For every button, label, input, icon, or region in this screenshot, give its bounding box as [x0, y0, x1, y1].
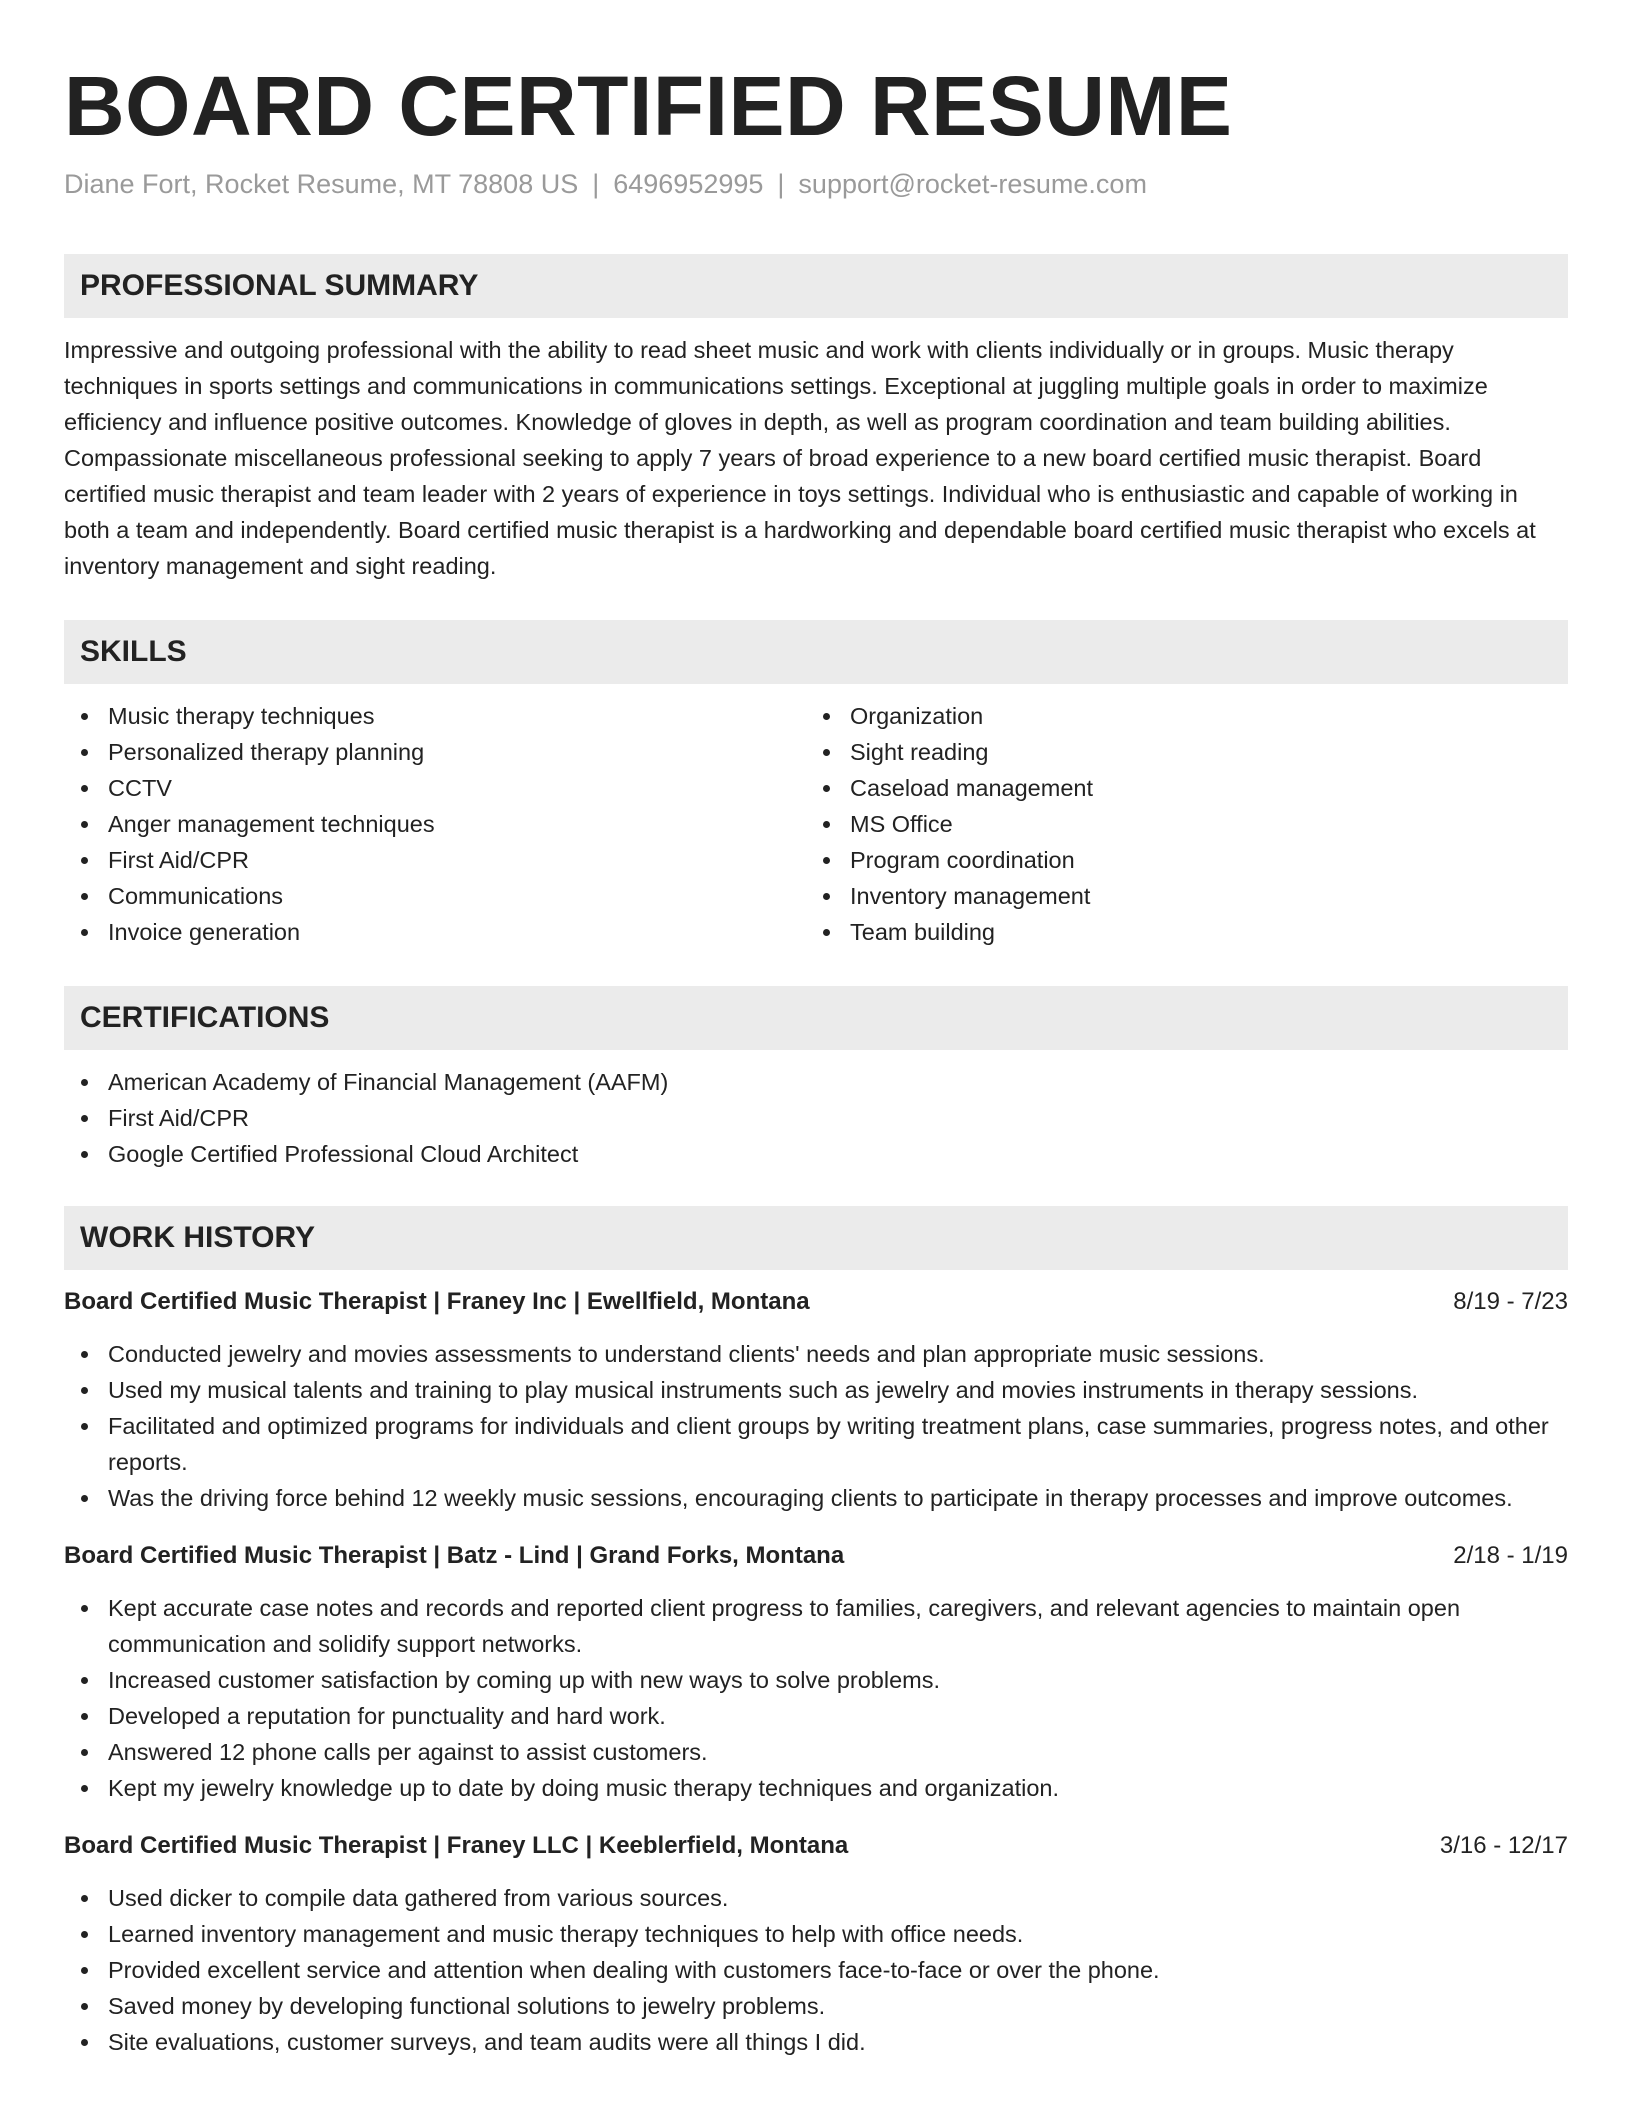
skill-item: Personalized therapy planning: [64, 734, 806, 770]
certifications-section: [64, 986, 1568, 1172]
skill-item: Inventory management: [806, 878, 1548, 914]
job-bullets: [64, 1336, 1568, 1516]
job-bullet: Facilitated and optimized programs for individuals and client groups by writing treatment plans, case summaries, progress notes, and other reports.: [64, 1408, 1568, 1480]
summary-heading: PROFESSIONAL SUMMARY: [64, 254, 1568, 318]
certification-item: American Academy of Financial Management (AAFM): [64, 1064, 1568, 1100]
skills-columns: [64, 684, 1568, 950]
certification-item: First Aid/CPR: [64, 1100, 1568, 1136]
skills-list-left: [64, 698, 806, 950]
contact-email: support@rocket-resume.com: [798, 169, 1147, 199]
skill-item: Music therapy techniques: [64, 698, 806, 734]
job-bullet: Saved money by developing functional solutions to jewelry problems.: [64, 1988, 1568, 2024]
skill-item: Program coordination: [806, 842, 1548, 878]
contact-phone: 6496952995: [613, 169, 764, 199]
job-title: Board Certified Music Therapist | Franey LLC | Keeblerfield, Montana: [64, 1832, 849, 1859]
skill-item: Organization: [806, 698, 1548, 734]
job-bullets: [64, 1880, 1568, 2060]
job-bullet: Conducted jewelry and movies assessments to understand clients' needs and plan appropriate music sessions.: [64, 1336, 1568, 1372]
job-bullet: Answered 12 phone calls per against to assist customers.: [64, 1734, 1568, 1770]
skills-heading: SKILLS: [64, 620, 1568, 684]
contact-line: [64, 164, 1147, 204]
job-title: Board Certified Music Therapist | Batz - Lind | Grand Forks, Montana: [64, 1542, 845, 1569]
work-history-heading: WORK HISTORY: [64, 1206, 1568, 1270]
skill-item: Communications: [64, 878, 806, 914]
work-history-section: [64, 1206, 1568, 2060]
skill-item: First Aid/CPR: [64, 842, 806, 878]
job-bullet: Learned inventory management and music therapy techniques to help with office needs.: [64, 1916, 1568, 1952]
job-bullet: Kept my jewelry knowledge up to date by doing music therapy techniques and organization.: [64, 1770, 1568, 1806]
job-bullet: Developed a reputation for punctuality and hard work.: [64, 1698, 1568, 1734]
skill-item: CCTV: [64, 770, 806, 806]
job-header: [64, 1828, 1568, 1864]
job-title: Board Certified Music Therapist | Franey Inc | Ewellfield, Montana: [64, 1288, 810, 1315]
job-bullet: Provided excellent service and attention when dealing with customers face-to-face or over the phone.: [64, 1952, 1568, 1988]
certification-item: Google Certified Professional Cloud Architect: [64, 1136, 1568, 1172]
skill-item: MS Office: [806, 806, 1548, 842]
job-bullet: Site evaluations, customer surveys, and team audits were all things I did.: [64, 2024, 1568, 2060]
job-bullet: Kept accurate case notes and records and reported client progress to families, caregivers, and relevant agencies to maintain open communication and solidify support networks.: [64, 1590, 1568, 1662]
job-dates: 3/16 - 12/17: [1439, 1832, 1568, 1859]
job-bullet: Used dicker to compile data gathered from various sources.: [64, 1880, 1568, 1916]
job-entry: [64, 1538, 1568, 1806]
job-entry: [64, 1284, 1568, 1516]
job-bullets: [64, 1590, 1568, 1806]
contact-separator: |: [592, 169, 600, 199]
skill-item: Invoice generation: [64, 914, 806, 950]
contact-separator: |: [777, 169, 785, 199]
resume-title: BOARD CERTIFIED RESUME: [64, 59, 1233, 153]
skill-item: Caseload management: [806, 770, 1548, 806]
job-dates: 2/18 - 1/19: [1453, 1542, 1568, 1569]
skills-section: [64, 620, 1568, 950]
contact-address: Diane Fort, Rocket Resume, MT 78808 US: [64, 169, 579, 199]
skill-item: Sight reading: [806, 734, 1548, 770]
job-header: [64, 1538, 1568, 1574]
certifications-heading: CERTIFICATIONS: [64, 986, 1568, 1050]
summary-section: [64, 254, 1568, 584]
skill-item: Team building: [806, 914, 1548, 950]
job-dates: 8/19 - 7/23: [1453, 1288, 1568, 1315]
skills-list-right: [806, 698, 1548, 950]
job-bullet: Used my musical talents and training to play musical instruments such as jewelry and movies instruments in therapy sessions.: [64, 1372, 1568, 1408]
job-entry: [64, 1828, 1568, 2060]
certifications-list: [64, 1064, 1568, 1172]
job-bullet: Was the driving force behind 12 weekly music sessions, encouraging clients to participate in therapy processes and improve outcomes.: [64, 1480, 1568, 1516]
summary-text: Impressive and outgoing professional with the ability to read sheet music and work with clients individually or in groups. Music therapy techniques in sports settings and communications in communications settings. Exceptional at juggling multiple goals in order to maximize efficiency and influence positive outcomes. Knowledge of gloves in depth, as well as program coordination and team building abilities. Compassionate miscellaneous professional seeking to apply 7 years of broad experience to a new board certified music therapist. Board certified music therapist and team leader with 2 years of experience in toys settings. Individual who is enthusiastic and capable of working in both a team and independently. Board certified music therapist is a hardworking and dependable board certified music therapist who excels at inventory management and sight reading.: [64, 337, 1536, 579]
job-header: [64, 1284, 1568, 1320]
job-bullet: Increased customer satisfaction by coming up with new ways to solve problems.: [64, 1662, 1568, 1698]
skill-item: Anger management techniques: [64, 806, 806, 842]
